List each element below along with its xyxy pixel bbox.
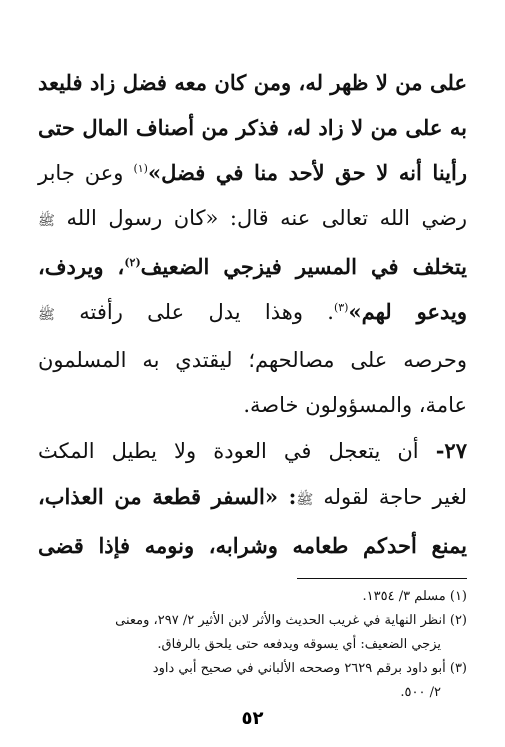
text-line-4 — [38, 196, 467, 244]
main-text — [38, 60, 467, 568]
footnote-3-continued: ٢/ ٥٠٠. — [400, 685, 441, 700]
page-number: ٥٢ — [241, 708, 264, 729]
reason-text: لغير حاجة لقوله — [323, 485, 467, 509]
pbuh-glyph: ﷺ — [38, 307, 55, 323]
pbuh-glyph: ﷺ — [38, 213, 55, 229]
text-line-7: وحرصه على مصالحهم؛ ليقتدي به المسلمون — [38, 348, 467, 372]
narrator-intro: وعن جابر — [38, 161, 124, 185]
item-number: ٢٧- — [435, 438, 467, 463]
hadith-text: يتخلف في المسير فيزجي الضعيف — [140, 254, 468, 279]
hadith-end: ويدعو لهم» — [348, 299, 467, 324]
footnote-ref-3: (٣) — [333, 301, 349, 314]
footnote-divider — [297, 578, 467, 579]
footnote-2-continued: يزجي الضعيف: أي يسوقه ويدفعه حتى يلحق بالرفاق. — [157, 637, 441, 652]
footnote-ref-1: (١) — [133, 162, 148, 175]
footnote-text: مسلم ٣/ ١٣٥٤. — [362, 589, 446, 604]
pbuh-glyph: ﷺ — [296, 492, 314, 508]
text-line-2: به على من لا زاد له، فذكر من أصناف المال حتى — [38, 115, 467, 140]
footnote-marker: (٢) — [449, 613, 467, 628]
footnote-2 — [38, 609, 467, 633]
hadith-quote: : «السفر قطعة من العذاب، — [38, 484, 297, 509]
text-line-9 — [38, 428, 467, 474]
footnote-1 — [38, 585, 467, 609]
text-line-5 — [38, 244, 467, 289]
quote-end: رأينا أنه لا حق لأحد منا في فضل» — [147, 160, 467, 185]
footnote-marker: (١) — [449, 589, 467, 604]
footnote-text: أبو داود برقم ٢٦٢٩ وصححه الألباني في صحيح أبي داود — [152, 661, 446, 676]
footnotes — [38, 585, 467, 705]
text-line-6 — [38, 289, 467, 338]
text-line-11: يمنع أحدكم طعامه وشرابه، ونومه فإذا قضى — [38, 533, 467, 558]
text-line-3 — [38, 150, 467, 196]
footnote-ref-2: (٢) — [124, 256, 141, 269]
footnote-text: انظر النهاية في غريب الحديث والأثر لابن الأثير ٢/ ٢٩٧، ومعنى — [115, 613, 446, 628]
text-line-8: عامة، والمسؤولون خاصة. — [243, 393, 467, 417]
commentary: . وهذا يدل على رأفته — [79, 300, 334, 324]
hadith-text-cont: ، ويردف، — [38, 254, 125, 279]
footnote-3 — [38, 657, 467, 681]
text-line-1: على من لا ظهر له، ومن كان معه فضل زاد فليعد — [38, 70, 467, 95]
text-line-10 — [38, 474, 467, 523]
item-text: أن يتعجل في العودة ولا يطيل المكث — [38, 439, 419, 463]
footnote-marker: (٣) — [449, 661, 467, 676]
hadith-intro: رضي الله تعالى عنه قال: «كان رسول الله — [66, 206, 467, 230]
